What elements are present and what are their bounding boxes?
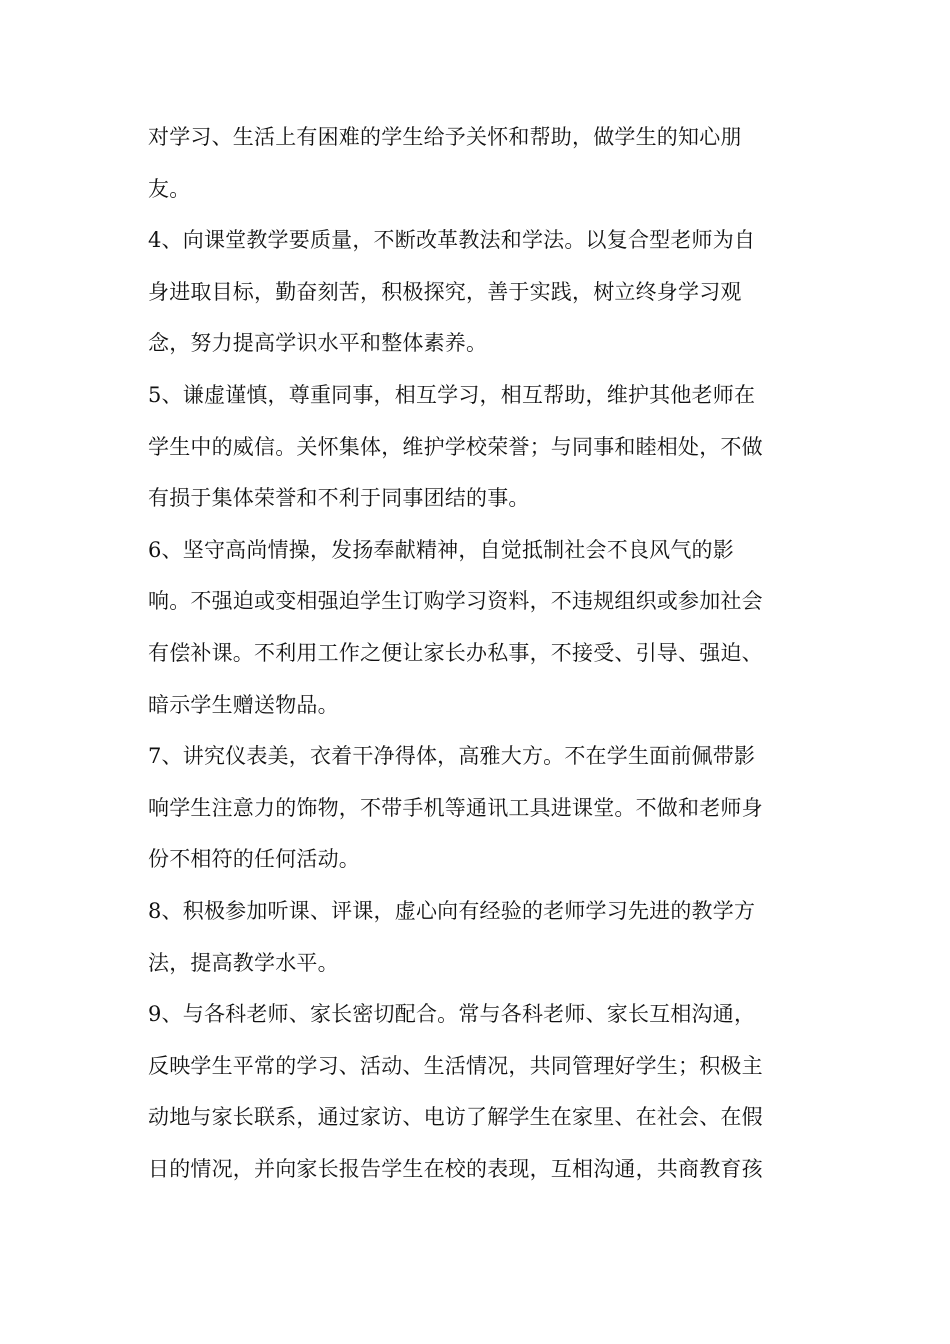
document-body bbox=[148, 112, 798, 1195]
text-line: 响。不强迫或变相强迫学生订购学习资料，不违规组织或参加社会 bbox=[148, 589, 763, 614]
text-line: 5、谦虚谨慎，尊重同事，相互学习，相互帮助，维护其他老师在 bbox=[148, 382, 756, 407]
text-line: 念，努力提高学识水平和整体素养。 bbox=[148, 331, 488, 356]
text-line: 8、积极参加听课、评课，虚心向有经验的老师学习先进的教学方 bbox=[148, 898, 756, 923]
text-line: 份不相符的任何活动。 bbox=[148, 847, 360, 872]
text-line: 有损于集体荣誉和不利于同事团结的事。 bbox=[148, 486, 530, 511]
text-line: 反映学生平常的学习、活动、生活情况，共同管理好学生；积极主 bbox=[148, 1053, 763, 1078]
text-line: 日的情况，并向家长报告学生在校的表现，互相沟通，共商教育孩 bbox=[148, 1156, 763, 1181]
text-line: 9、与各科老师、家长密切配合。常与各科老师、家长互相沟通， bbox=[148, 1002, 756, 1027]
text-line: 有偿补课。不利用工作之便让家长办私事，不接受、引导、强迫、 bbox=[148, 640, 763, 665]
text-line: 7、讲究仪表美，衣着干净得体，高雅大方。不在学生面前佩带影 bbox=[148, 744, 756, 769]
text-line: 6、坚守高尚情操，发扬奉献精神，自觉抵制社会不良风气的影 bbox=[148, 537, 734, 562]
text-line: 动地与家长联系，通过家访、电访了解学生在家里、在社会、在假 bbox=[148, 1105, 763, 1130]
text-line: 身进取目标，勤奋刻苦，积极探究，善于实践，树立终身学习观 bbox=[148, 279, 742, 304]
text-line: 响学生注意力的饰物，不带手机等通讯工具进课堂。不做和老师身 bbox=[148, 795, 763, 820]
text-line: 学生中的威信。关怀集体，维护学校荣誉；与同事和睦相处，不做 bbox=[148, 434, 763, 459]
text-line: 友。 bbox=[148, 176, 191, 201]
text-line: 4、向课堂教学要质量，不断改革教法和学法。以复合型老师为自 bbox=[148, 228, 756, 253]
text-line: 法，提高教学水平。 bbox=[148, 950, 339, 975]
text-line: 对学习、生活上有困难的学生给予关怀和帮助，做学生的知心朋 bbox=[148, 125, 742, 149]
text-line: 暗示学生赠送物品。 bbox=[148, 692, 339, 717]
